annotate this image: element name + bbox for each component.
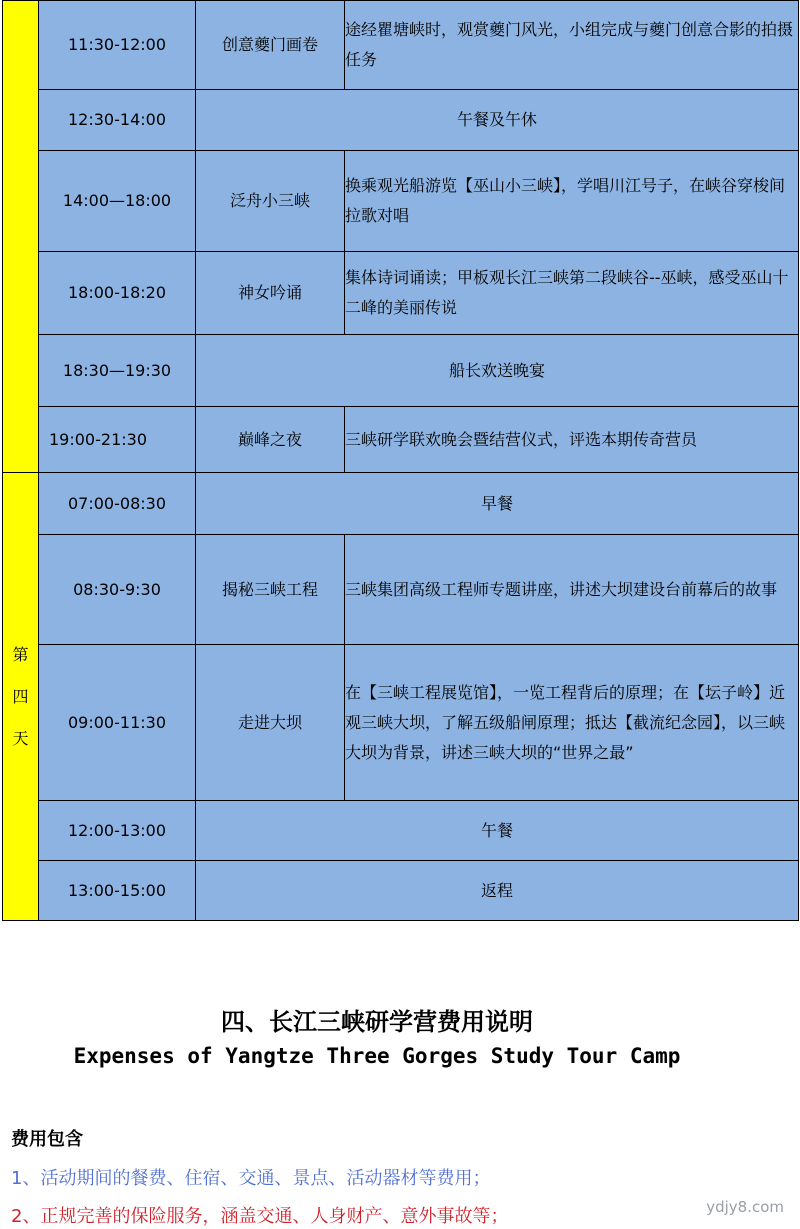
activity-desc: 换乘观光船游览【巫山小三峡】，学唱川江号子，在峡谷穿梭间拉歌对唱 [345,151,799,252]
time-cell: 18:30—19:30 [39,335,196,407]
time-cell: 09:00-11:30 [39,645,196,801]
time-cell: 13:00-15:00 [39,861,196,921]
activity-desc: 三峡集团高级工程师专题讲座，讲述大坝建设台前幕后的故事 [345,535,799,645]
day4-label [11,634,31,760]
fee-item: 1、活动期间的餐费、住宿、交通、景点、活动器材等费用； [11,1168,491,1189]
time-cell: 14:00—18:00 [39,151,196,252]
watermark: ydjy8.com [706,1198,784,1216]
fee-item: 2、正规完善的保险服务，涵盖交通、人身财产、意外事故等； [11,1206,509,1227]
activity-name: 走进大坝 [196,645,345,801]
time-cell: 12:00-13:00 [39,801,196,861]
table-row [3,151,799,252]
day4-cell [3,473,39,921]
table-row [3,473,799,535]
table-row [3,335,799,407]
day4-char: 第 [12,644,29,664]
table-row [3,801,799,861]
activity-desc: 集体诗词诵读；甲板观长江三峡第二段峡谷--巫峡，感受巫山十二峰的美丽传说 [345,252,799,335]
table-row [3,861,799,921]
activity-merged: 船长欢送晚宴 [196,335,799,407]
time-cell: 08:30-9:30 [39,535,196,645]
section-subtitle: Expenses of Yangtze Three Gorges Study Tour Camp [73,1044,681,1068]
section-title: 四、长江三峡研学营费用说明 [221,1007,533,1036]
table-row [3,252,799,335]
activity-merged: 午餐及午休 [196,90,799,151]
activity-name: 创意夔门画卷 [196,1,345,90]
activity-desc: 在【三峡工程展览馆】，一览工程背后的原理；在【坛子岭】近观三峡大坝，了解五级船闸原理；抵达【截流纪念园】，以三峡大坝为背景，讲述三峡大坝的“世界之最” [345,645,799,801]
table-row [3,407,799,473]
fee-heading: 费用包含 [11,1129,83,1150]
table-row [3,1,799,90]
activity-name: 巅峰之夜 [196,407,345,473]
time-cell: 18:00-18:20 [39,252,196,335]
table-row [3,90,799,151]
schedule-table [2,0,799,921]
activity-merged: 早餐 [196,473,799,535]
time-cell: 11:30-12:00 [39,1,196,90]
table-row [3,535,799,645]
activity-desc: 三峡研学联欢晚会暨结营仪式，评选本期传奇营员 [345,407,799,473]
activity-name: 泛舟小三峡 [196,151,345,252]
day3-cell [3,1,39,473]
activity-merged: 返程 [196,861,799,921]
day4-char: 天 [12,728,29,748]
time-cell: 07:00-08:30 [39,473,196,535]
table-row [3,645,799,801]
time-cell: 19:00-21:30 [39,407,196,473]
activity-name: 揭秘三峡工程 [196,535,345,645]
activity-desc: 途经瞿塘峡时，观赏夔门风光，小组完成与夔门创意合影的拍摄任务 [345,1,799,90]
day4-char: 四 [12,686,29,706]
activity-name: 神女吟诵 [196,252,345,335]
time-cell: 12:30-14:00 [39,90,196,151]
activity-merged: 午餐 [196,801,799,861]
